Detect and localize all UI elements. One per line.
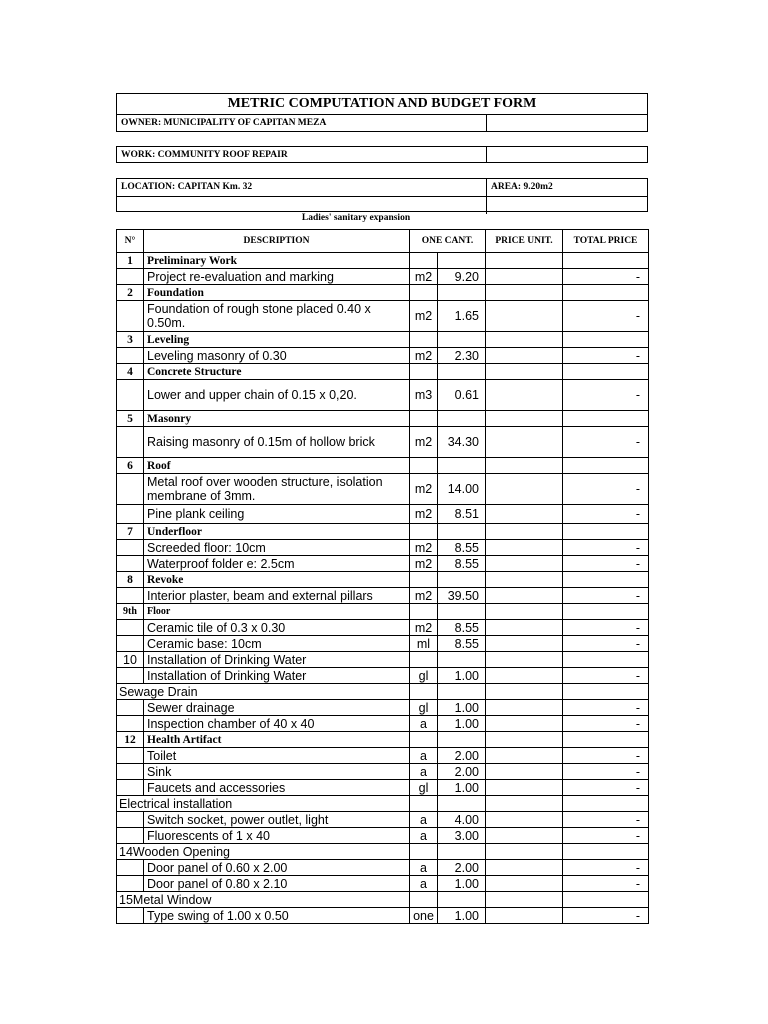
item-unit-price [486,828,563,844]
item-description: Interior plaster, beam and external pillars [144,588,410,604]
item-number-cell [117,348,144,364]
item-total-price: - [563,348,649,364]
item-quantity: 0.61 [438,380,486,411]
item-number-cell [117,269,144,285]
item-quantity: 2.30 [438,348,486,364]
unit-cell [410,364,438,380]
section-title: Masonry [144,411,410,427]
unit-price-cell [486,411,563,427]
table-row [117,524,649,540]
item-unit-price [486,908,563,924]
item-number-cell [117,764,144,780]
item-description: Door panel of 0.80 x 2.10 [144,876,410,892]
item-quantity: 8.55 [438,556,486,572]
unit-cell [410,458,438,474]
form-title-box [116,93,648,115]
unit-cell [410,892,438,908]
quantity-cell [438,604,486,620]
table-row [117,285,649,301]
item-total-price: - [563,540,649,556]
table-row [117,908,649,924]
item-number-cell [117,748,144,764]
item-unit: one [410,908,438,924]
item-unit-price [486,269,563,285]
unit-price-cell [486,364,563,380]
table-row [117,700,649,716]
total-cell [563,285,649,301]
table-row [117,844,649,860]
item-unit-price [486,716,563,732]
item-number-cell [117,828,144,844]
item-number-cell [117,668,144,684]
section-title: Installation of Drinking Water [144,652,410,668]
item-quantity: 4.00 [438,812,486,828]
table-row [117,348,649,364]
item-unit-price [486,474,563,505]
table-header-row [117,230,649,253]
item-number-cell [117,716,144,732]
item-unit: m2 [410,620,438,636]
section-title: Underfloor [144,524,410,540]
unit-cell [410,844,438,860]
header-total-price: TOTAL PRICE [563,230,649,253]
item-unit-price [486,780,563,796]
item-quantity: 1.65 [438,301,486,332]
unit-cell [410,732,438,748]
item-quantity: 2.00 [438,860,486,876]
unit-cell [410,524,438,540]
item-unit: m2 [410,588,438,604]
item-unit: m3 [410,380,438,411]
section-subtitle: Ladies' sanitary expansion [301,213,411,223]
section-title: Health Artifact [144,732,410,748]
item-unit: m2 [410,348,438,364]
item-total-price: - [563,668,649,684]
section-title: Leveling [144,332,410,348]
item-total-price: - [563,301,649,332]
table-row [117,332,649,348]
item-total-price: - [563,780,649,796]
section-number: 8 [117,572,144,588]
item-unit-price [486,301,563,332]
table-row [117,411,649,427]
item-total-price: - [563,700,649,716]
section-title: Concrete Structure [144,364,410,380]
item-unit: a [410,876,438,892]
quantity-cell [438,411,486,427]
item-number-cell [117,301,144,332]
total-cell [563,524,649,540]
table-row [117,796,649,812]
item-number-cell [117,908,144,924]
item-unit-price [486,380,563,411]
table-row [117,572,649,588]
item-quantity: 14.00 [438,474,486,505]
item-unit-price [486,876,563,892]
quantity-cell [438,458,486,474]
item-unit: gl [410,700,438,716]
item-unit: a [410,716,438,732]
item-unit: m2 [410,505,438,524]
table-row [117,860,649,876]
item-total-price: - [563,764,649,780]
item-quantity: 3.00 [438,828,486,844]
item-quantity: 1.00 [438,780,486,796]
item-unit-price [486,427,563,458]
table-row [117,540,649,556]
item-unit-price [486,860,563,876]
unit-price-cell [486,844,563,860]
item-number-cell [117,505,144,524]
item-unit: m2 [410,427,438,458]
item-unit: m2 [410,269,438,285]
header-price-unit: PRICE UNIT. [486,230,563,253]
item-description: Door panel of 0.60 x 2.00 [144,860,410,876]
unit-cell [410,253,438,269]
item-description: Ceramic tile of 0.3 x 0.30 [144,620,410,636]
total-cell [563,364,649,380]
item-total-price: - [563,860,649,876]
section-number: 7 [117,524,144,540]
location-blank-cell [117,197,487,214]
table-row [117,505,649,524]
unit-cell [410,796,438,812]
unit-cell [410,572,438,588]
item-total-price: - [563,380,649,411]
table-row [117,876,649,892]
item-quantity: 2.00 [438,764,486,780]
quantity-cell [438,844,486,860]
section-title: Roof [144,458,410,474]
section-number: 3 [117,332,144,348]
item-quantity: 8.55 [438,636,486,652]
table-body [117,253,649,924]
item-number-cell [117,588,144,604]
item-total-price: - [563,876,649,892]
section-heading: 15Metal Window [117,892,410,908]
unit-cell [410,652,438,668]
unit-price-cell [486,285,563,301]
table-row [117,828,649,844]
total-cell [563,892,649,908]
table-row [117,892,649,908]
header-one-cant: ONE CANT. [410,230,486,253]
unit-cell [410,604,438,620]
area-label: AREA: 9.20m2 [491,182,553,192]
table-row [117,764,649,780]
total-cell [563,844,649,860]
item-total-price: - [563,828,649,844]
location-label: LOCATION: CAPITAN Km. 32 [117,179,487,196]
unit-cell [410,332,438,348]
item-unit: a [410,828,438,844]
quantity-cell [438,732,486,748]
unit-price-cell [486,652,563,668]
owner-label: OWNER: MUNICIPALITY OF CAPITAN MEZA [117,115,487,131]
item-quantity: 8.51 [438,505,486,524]
owner-row [116,115,648,132]
item-total-price: - [563,588,649,604]
item-quantity: 1.00 [438,876,486,892]
item-description: Leveling masonry of 0.30 [144,348,410,364]
item-quantity: 1.00 [438,908,486,924]
section-number: 9th [117,604,144,620]
table-row [117,556,649,572]
section-title: Foundation [144,285,410,301]
unit-cell [410,684,438,700]
item-total-price: - [563,556,649,572]
item-number-cell [117,540,144,556]
item-quantity: 1.00 [438,700,486,716]
quantity-cell [438,332,486,348]
item-description: Switch socket, power outlet, light [144,812,410,828]
item-total-price: - [563,636,649,652]
item-number-cell [117,876,144,892]
item-unit-price [486,556,563,572]
item-quantity: 9.20 [438,269,486,285]
item-number-cell [117,700,144,716]
location-block [116,178,648,212]
item-quantity: 39.50 [438,588,486,604]
quantity-cell [438,524,486,540]
item-number-cell [117,636,144,652]
quantity-cell [438,684,486,700]
quantity-cell [438,364,486,380]
item-unit: m2 [410,474,438,505]
item-number-cell [117,620,144,636]
total-cell [563,572,649,588]
total-cell [563,458,649,474]
table-row [117,427,649,458]
table-row [117,684,649,700]
table-row [117,620,649,636]
item-unit: gl [410,668,438,684]
section-heading: 14Wooden Opening [117,844,410,860]
owner-extra-cell [487,115,647,131]
table-row [117,458,649,474]
unit-price-cell [486,892,563,908]
item-description: Pine plank ceiling [144,505,410,524]
table-row [117,604,649,620]
table-row [117,269,649,285]
item-quantity: 1.00 [438,716,486,732]
item-description: Screeded floor: 10cm [144,540,410,556]
item-unit: a [410,748,438,764]
quantity-cell [438,253,486,269]
total-cell [563,652,649,668]
table-row [117,588,649,604]
item-number-cell [117,556,144,572]
item-unit-price [486,700,563,716]
quantity-cell [438,572,486,588]
item-unit: m2 [410,556,438,572]
unit-price-cell [486,684,563,700]
item-unit-price [486,764,563,780]
table-row [117,732,649,748]
table-row [117,652,649,668]
work-row [116,146,648,163]
item-quantity: 8.55 [438,620,486,636]
form-title: METRIC COMPUTATION AND BUDGET FORM [227,96,537,111]
table-row [117,780,649,796]
unit-price-cell [486,604,563,620]
work-label: WORK: COMMUNITY ROOF REPAIR [117,147,487,162]
quantity-cell [438,796,486,812]
unit-price-cell [486,458,563,474]
item-description: Lower and upper chain of 0.15 x 0,20. [144,380,410,411]
total-cell [563,684,649,700]
item-unit: a [410,812,438,828]
item-description: Ceramic base: 10cm [144,636,410,652]
table-row [117,474,649,505]
unit-price-cell [486,572,563,588]
item-unit-price [486,348,563,364]
item-unit: a [410,860,438,876]
item-quantity: 2.00 [438,748,486,764]
item-total-price: - [563,716,649,732]
table-row [117,364,649,380]
item-description: Sewer drainage [144,700,410,716]
item-description: Type swing of 1.00 x 0.50 [144,908,410,924]
item-unit: m2 [410,301,438,332]
table-row [117,636,649,652]
item-unit-price [486,540,563,556]
total-cell [563,411,649,427]
table-row [117,812,649,828]
item-number-cell [117,812,144,828]
item-description: Metal roof over wooden structure, isolation membrane of 3mm. [144,474,410,505]
unit-price-cell [486,796,563,812]
item-unit-price [486,812,563,828]
section-number: 5 [117,411,144,427]
item-quantity: 1.00 [438,668,486,684]
item-unit-price [486,668,563,684]
item-unit-price [486,588,563,604]
item-number-cell [117,860,144,876]
item-total-price: - [563,474,649,505]
item-unit: m2 [410,540,438,556]
work-extra-cell [487,147,647,162]
total-cell [563,253,649,269]
item-total-price: - [563,908,649,924]
item-total-price: - [563,620,649,636]
item-unit: ml [410,636,438,652]
unit-cell [410,285,438,301]
section-heading: Sewage Drain [117,684,410,700]
quantity-cell [438,652,486,668]
quantity-cell [438,285,486,301]
quantity-cell [438,892,486,908]
item-description: Installation of Drinking Water [144,668,410,684]
section-number: 10 [117,652,144,668]
item-unit-price [486,620,563,636]
area-blank-cell [487,197,647,214]
item-number-cell [117,474,144,505]
item-number-cell [117,427,144,458]
section-title: Floor [144,604,410,620]
table-row [117,301,649,332]
item-quantity: 34.30 [438,427,486,458]
header-no: N° [117,230,144,253]
item-unit-price [486,505,563,524]
table-row [117,253,649,269]
section-number: 1 [117,253,144,269]
total-cell [563,332,649,348]
item-number-cell [117,780,144,796]
table-row [117,668,649,684]
item-description: Toilet [144,748,410,764]
total-cell [563,604,649,620]
budget-table [116,229,649,924]
item-description: Sink [144,764,410,780]
unit-price-cell [486,732,563,748]
item-description: Foundation of rough stone placed 0.40 x 0.50m. [144,301,410,332]
item-total-price: - [563,269,649,285]
item-unit: a [410,764,438,780]
table-row [117,716,649,732]
item-description: Project re-evaluation and marking [144,269,410,285]
item-total-price: - [563,505,649,524]
table-row [117,380,649,411]
table-row [117,748,649,764]
item-description: Waterproof folder e: 2.5cm [144,556,410,572]
item-quantity: 8.55 [438,540,486,556]
item-description: Fluorescents of 1 x 40 [144,828,410,844]
section-number: 4 [117,364,144,380]
section-number: 2 [117,285,144,301]
item-description: Faucets and accessories [144,780,410,796]
unit-price-cell [486,524,563,540]
section-title: Revoke [144,572,410,588]
item-description: Raising masonry of 0.15m of hollow brick [144,427,410,458]
header-description: DESCRIPTION [144,230,410,253]
item-unit-price [486,636,563,652]
item-unit-price [486,748,563,764]
section-number: 6 [117,458,144,474]
unit-price-cell [486,332,563,348]
item-total-price: - [563,427,649,458]
section-title: Preliminary Work [144,253,410,269]
item-total-price: - [563,812,649,828]
item-description: Inspection chamber of 40 x 40 [144,716,410,732]
item-number-cell [117,380,144,411]
total-cell [563,732,649,748]
unit-price-cell [486,253,563,269]
section-number: 12 [117,732,144,748]
item-total-price: - [563,748,649,764]
item-unit: gl [410,780,438,796]
section-heading: Electrical installation [117,796,410,812]
unit-cell [410,411,438,427]
total-cell [563,796,649,812]
